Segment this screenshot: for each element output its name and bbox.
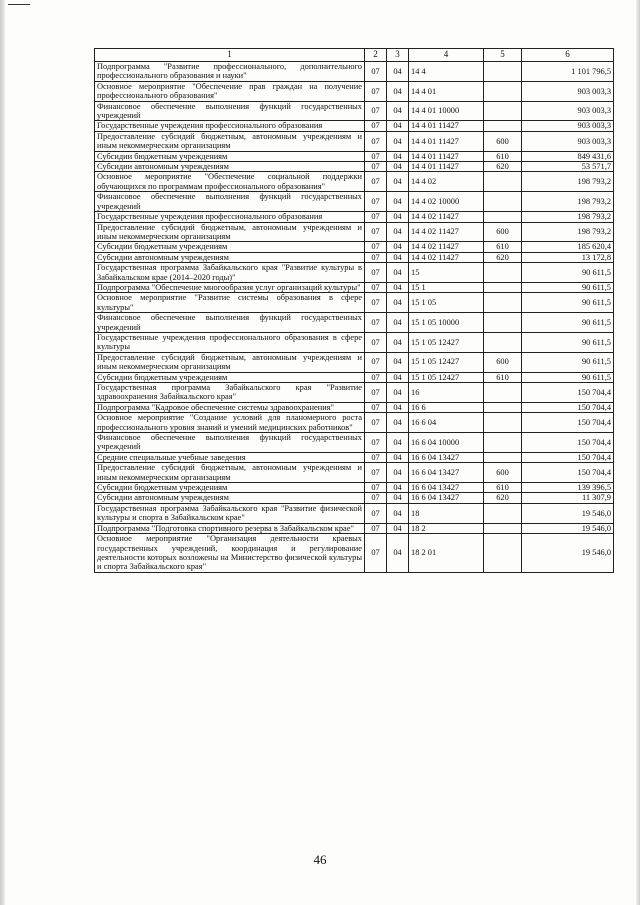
- row-target-code-cell: 16 6 04 13427: [409, 493, 484, 503]
- row-name-cell: Предоставление субсидий бюджетным, автономным учреждениям и иным некоммерческим организациям: [95, 222, 365, 242]
- row-section-cell: 07: [365, 131, 387, 151]
- row-target-code-cell: 16: [409, 383, 484, 403]
- row-target-code-cell: 14 4 02 11427: [409, 222, 484, 242]
- table-row: [95, 212, 614, 222]
- row-expense-type-cell: 610: [484, 151, 522, 161]
- table-row: [95, 433, 614, 453]
- row-name-cell: Основное мероприятие "Обеспечение прав граждан на получение профессионального образования": [95, 81, 365, 101]
- row-expense-type-cell: 610: [484, 372, 522, 382]
- row-subsection-cell: 04: [387, 293, 409, 313]
- row-amount-cell: 150 704,4: [522, 463, 614, 483]
- row-name-cell: Подпрограмма "Подготовка спортивного резерва в Забайкальском крае": [95, 523, 365, 533]
- table-row: [95, 282, 614, 292]
- header-cell-2: 2: [365, 49, 387, 62]
- row-subsection-cell: 04: [387, 172, 409, 192]
- row-section-cell: 07: [365, 172, 387, 192]
- table-row: [95, 483, 614, 493]
- row-expense-type-cell: [484, 413, 522, 433]
- table-row: [95, 402, 614, 412]
- row-expense-type-cell: [484, 172, 522, 192]
- top-rule: [8, 4, 30, 5]
- table-row: [95, 463, 614, 483]
- table-row: [95, 162, 614, 172]
- row-name-cell: Государственная программа Забайкальского края "Развитие здравоохранения Забайкальского края": [95, 383, 365, 403]
- row-name-cell: Субсидии автономным учреждениям: [95, 493, 365, 503]
- header-cell-6: 6: [522, 49, 614, 62]
- row-amount-cell: 13 172,8: [522, 252, 614, 262]
- row-name-cell: Основное мероприятие "Обеспечение социальной поддержки обучающихся по программам профессионального образования": [95, 172, 365, 192]
- row-target-code-cell: 14 4 02 11427: [409, 252, 484, 262]
- row-section-cell: 07: [365, 151, 387, 161]
- table-body: [95, 62, 614, 573]
- row-name-cell: Основное мероприятие "Организация деятельности краевых государственных учреждений, координация и регулирование деятельности которых возложены на Министерство физической культуры и спорта Забайкальского края": [95, 534, 365, 573]
- budget-table: [94, 48, 614, 573]
- row-section-cell: 07: [365, 452, 387, 462]
- row-expense-type-cell: [484, 433, 522, 453]
- row-target-code-cell: 14 4: [409, 62, 484, 82]
- row-amount-cell: 90 611,5: [522, 332, 614, 352]
- row-amount-cell: 198 793,2: [522, 222, 614, 242]
- row-amount-cell: 19 546,0: [522, 523, 614, 533]
- row-target-code-cell: 15 1 05 12427: [409, 372, 484, 382]
- row-target-code-cell: 14 4 01 11427: [409, 121, 484, 131]
- row-subsection-cell: 04: [387, 263, 409, 283]
- table-row: [95, 523, 614, 533]
- row-subsection-cell: 04: [387, 413, 409, 433]
- row-section-cell: 07: [365, 192, 387, 212]
- row-section-cell: 07: [365, 252, 387, 262]
- row-amount-cell: 90 611,5: [522, 372, 614, 382]
- row-target-code-cell: 16 6 04 13427: [409, 452, 484, 462]
- row-name-cell: Финансовое обеспечение выполнения функций государственных учреждений: [95, 433, 365, 453]
- row-target-code-cell: 16 6 04 13427: [409, 463, 484, 483]
- row-expense-type-cell: [484, 282, 522, 292]
- row-name-cell: Финансовое обеспечение выполнения функций государственных учреждений: [95, 313, 365, 333]
- row-subsection-cell: 04: [387, 433, 409, 453]
- row-section-cell: 07: [365, 101, 387, 121]
- row-name-cell: Государственные учреждения профессионального образования: [95, 121, 365, 131]
- row-name-cell: Субсидии бюджетным учреждениям: [95, 151, 365, 161]
- row-target-code-cell: 15 1: [409, 282, 484, 292]
- row-amount-cell: 90 611,5: [522, 282, 614, 292]
- row-subsection-cell: 04: [387, 101, 409, 121]
- row-section-cell: 07: [365, 242, 387, 252]
- table-row: [95, 413, 614, 433]
- row-section-cell: 07: [365, 503, 387, 523]
- row-target-code-cell: 14 4 02 10000: [409, 192, 484, 212]
- row-target-code-cell: 15 1 05 10000: [409, 313, 484, 333]
- row-target-code-cell: 14 4 01 11427: [409, 162, 484, 172]
- row-subsection-cell: 04: [387, 252, 409, 262]
- row-section-cell: 07: [365, 313, 387, 333]
- row-name-cell: Субсидии бюджетным учреждениям: [95, 483, 365, 493]
- row-section-cell: 07: [365, 222, 387, 242]
- row-name-cell: Основное мероприятие "Развитие системы образования в сфере культуры": [95, 293, 365, 313]
- row-subsection-cell: 04: [387, 242, 409, 252]
- row-target-code-cell: 15: [409, 263, 484, 283]
- row-name-cell: Субсидии бюджетным учреждениям: [95, 372, 365, 382]
- row-target-code-cell: 16 6: [409, 402, 484, 412]
- table-row: [95, 192, 614, 212]
- row-section-cell: 07: [365, 523, 387, 533]
- table-row: [95, 372, 614, 382]
- row-section-cell: 07: [365, 483, 387, 493]
- row-target-code-cell: 14 4 01 10000: [409, 101, 484, 121]
- table-row: [95, 293, 614, 313]
- row-section-cell: 07: [365, 352, 387, 372]
- row-section-cell: 07: [365, 212, 387, 222]
- row-name-cell: Подпрограмма "Развитие профессионального, дополнительного профессионального образования и науки": [95, 62, 365, 82]
- row-target-code-cell: 15 1 05 12427: [409, 332, 484, 352]
- row-subsection-cell: 04: [387, 383, 409, 403]
- row-amount-cell: 1 101 796,5: [522, 62, 614, 82]
- row-subsection-cell: 04: [387, 282, 409, 292]
- row-expense-type-cell: [484, 503, 522, 523]
- row-target-code-cell: 14 4 01: [409, 81, 484, 101]
- row-target-code-cell: 18 2 01: [409, 534, 484, 573]
- row-expense-type-cell: [484, 192, 522, 212]
- row-section-cell: 07: [365, 402, 387, 412]
- table-row: [95, 493, 614, 503]
- row-expense-type-cell: [484, 101, 522, 121]
- row-amount-cell: 849 431,6: [522, 151, 614, 161]
- row-expense-type-cell: [484, 383, 522, 403]
- table-row: [95, 101, 614, 121]
- row-subsection-cell: 04: [387, 162, 409, 172]
- row-target-code-cell: 14 4 01 11427: [409, 131, 484, 151]
- row-name-cell: Предоставление субсидий бюджетным, автономным учреждениям и иным некоммерческим организациям: [95, 352, 365, 372]
- table-row: [95, 313, 614, 333]
- row-expense-type-cell: [484, 332, 522, 352]
- row-expense-type-cell: [484, 534, 522, 573]
- row-name-cell: Субсидии бюджетным учреждениям: [95, 242, 365, 252]
- row-name-cell: Государственная программа Забайкальского края "Развитие культуры в Забайкальском крае (2014–2020 годы)": [95, 263, 365, 283]
- row-expense-type-cell: [484, 402, 522, 412]
- table-row: [95, 252, 614, 262]
- table-row: [95, 62, 614, 82]
- row-expense-type-cell: [484, 313, 522, 333]
- row-section-cell: 07: [365, 372, 387, 382]
- row-subsection-cell: 04: [387, 493, 409, 503]
- row-subsection-cell: 04: [387, 372, 409, 382]
- row-name-cell: Предоставление субсидий бюджетным, автономным учреждениям и иным некоммерческим организациям: [95, 463, 365, 483]
- row-subsection-cell: 04: [387, 151, 409, 161]
- header-cell-4: 4: [409, 49, 484, 62]
- scan-edge-left: [0, 0, 5, 905]
- row-expense-type-cell: [484, 293, 522, 313]
- row-amount-cell: 53 571,7: [522, 162, 614, 172]
- row-section-cell: 07: [365, 121, 387, 131]
- scan-edge-right: [636, 0, 640, 905]
- row-subsection-cell: 04: [387, 523, 409, 533]
- row-subsection-cell: 04: [387, 313, 409, 333]
- row-section-cell: 07: [365, 383, 387, 403]
- row-amount-cell: 903 003,3: [522, 121, 614, 131]
- row-subsection-cell: 04: [387, 352, 409, 372]
- table-row: [95, 503, 614, 523]
- row-expense-type-cell: [484, 81, 522, 101]
- row-expense-type-cell: 610: [484, 242, 522, 252]
- row-subsection-cell: 04: [387, 534, 409, 573]
- row-section-cell: 07: [365, 413, 387, 433]
- row-section-cell: 07: [365, 534, 387, 573]
- row-name-cell: Субсидии автономным учреждениям: [95, 252, 365, 262]
- row-amount-cell: 903 003,3: [522, 131, 614, 151]
- row-amount-cell: 90 611,5: [522, 313, 614, 333]
- header-cell-1: 1: [95, 49, 365, 62]
- row-section-cell: 07: [365, 493, 387, 503]
- row-target-code-cell: 16 6 04 13427: [409, 483, 484, 493]
- table-row: [95, 172, 614, 192]
- row-amount-cell: 185 620,4: [522, 242, 614, 252]
- header-cell-3: 3: [387, 49, 409, 62]
- row-name-cell: Средние специальные учебные заведения: [95, 452, 365, 462]
- row-subsection-cell: 04: [387, 121, 409, 131]
- row-subsection-cell: 04: [387, 62, 409, 82]
- row-expense-type-cell: 600: [484, 131, 522, 151]
- row-expense-type-cell: [484, 523, 522, 533]
- row-subsection-cell: 04: [387, 81, 409, 101]
- row-subsection-cell: 04: [387, 212, 409, 222]
- row-amount-cell: 150 704,4: [522, 413, 614, 433]
- row-expense-type-cell: 600: [484, 222, 522, 242]
- table-row: [95, 452, 614, 462]
- row-amount-cell: 90 611,5: [522, 352, 614, 372]
- row-subsection-cell: 04: [387, 402, 409, 412]
- row-expense-type-cell: [484, 452, 522, 462]
- row-target-code-cell: 14 4 02 11427: [409, 242, 484, 252]
- table-row: [95, 383, 614, 403]
- table-row: [95, 534, 614, 573]
- header-cell-5: 5: [484, 49, 522, 62]
- row-section-cell: 07: [365, 81, 387, 101]
- row-amount-cell: 90 611,5: [522, 263, 614, 283]
- row-name-cell: Основное мероприятие "Создание условий для планомерного роста профессионального уровня знаний и умений медицинских работников": [95, 413, 365, 433]
- table-row: [95, 151, 614, 161]
- row-subsection-cell: 04: [387, 131, 409, 151]
- row-section-cell: 07: [365, 293, 387, 313]
- row-expense-type-cell: [484, 263, 522, 283]
- row-subsection-cell: 04: [387, 503, 409, 523]
- row-amount-cell: 150 704,4: [522, 402, 614, 412]
- page-number: 46: [313, 852, 327, 867]
- row-name-cell: Подпрограмма "Обеспечение многообразия услуг организаций культуры": [95, 282, 365, 292]
- row-subsection-cell: 04: [387, 192, 409, 212]
- row-amount-cell: 198 793,2: [522, 212, 614, 222]
- row-section-cell: 07: [365, 62, 387, 82]
- row-expense-type-cell: 620: [484, 493, 522, 503]
- row-section-cell: 07: [365, 332, 387, 352]
- row-target-code-cell: 18: [409, 503, 484, 523]
- row-expense-type-cell: 600: [484, 352, 522, 372]
- table-row: [95, 81, 614, 101]
- row-amount-cell: 903 003,3: [522, 81, 614, 101]
- row-target-code-cell: 15 1 05: [409, 293, 484, 313]
- row-name-cell: Финансовое обеспечение выполнения функций государственных учреждений: [95, 101, 365, 121]
- row-amount-cell: 150 704,4: [522, 433, 614, 453]
- row-name-cell: Предоставление субсидий бюджетным, автономным учреждениям и иным некоммерческим организациям: [95, 131, 365, 151]
- table-row: [95, 242, 614, 252]
- row-section-cell: 07: [365, 433, 387, 453]
- row-amount-cell: 90 611,5: [522, 293, 614, 313]
- row-amount-cell: 150 704,4: [522, 383, 614, 403]
- row-amount-cell: 198 793,2: [522, 172, 614, 192]
- row-section-cell: 07: [365, 263, 387, 283]
- row-subsection-cell: 04: [387, 463, 409, 483]
- row-target-code-cell: 14 4 02: [409, 172, 484, 192]
- row-name-cell: Государственные учреждения профессионального образования: [95, 212, 365, 222]
- row-name-cell: Подпрограмма "Кадровое обеспечение системы здравоохранения": [95, 402, 365, 412]
- row-target-code-cell: 18 2: [409, 523, 484, 533]
- row-section-cell: 07: [365, 282, 387, 292]
- row-subsection-cell: 04: [387, 483, 409, 493]
- row-expense-type-cell: [484, 121, 522, 131]
- row-expense-type-cell: 620: [484, 162, 522, 172]
- row-amount-cell: 150 704,4: [522, 452, 614, 462]
- row-section-cell: 07: [365, 463, 387, 483]
- row-name-cell: Финансовое обеспечение выполнения функций государственных учреждений: [95, 192, 365, 212]
- table-row: [95, 263, 614, 283]
- row-expense-type-cell: [484, 212, 522, 222]
- row-expense-type-cell: 610: [484, 483, 522, 493]
- table-row: [95, 352, 614, 372]
- table-row: [95, 131, 614, 151]
- row-name-cell: Государственные учреждения профессионального образования в сфере культуры: [95, 332, 365, 352]
- row-name-cell: Субсидии автономным учреждениям: [95, 162, 365, 172]
- table-row: [95, 332, 614, 352]
- table-row: [95, 121, 614, 131]
- row-target-code-cell: 14 4 01 11427: [409, 151, 484, 161]
- header-row: [95, 49, 614, 62]
- row-section-cell: 07: [365, 162, 387, 172]
- row-expense-type-cell: [484, 62, 522, 82]
- row-target-code-cell: 15 1 05 12427: [409, 352, 484, 372]
- row-expense-type-cell: 620: [484, 252, 522, 262]
- row-name-cell: Государственная программа Забайкальского края "Развитие физической культуры и спорта в Забайкальском крае": [95, 503, 365, 523]
- row-subsection-cell: 04: [387, 332, 409, 352]
- table-row: [95, 222, 614, 242]
- row-amount-cell: 139 396,5: [522, 483, 614, 493]
- row-target-code-cell: 16 6 04 10000: [409, 433, 484, 453]
- row-target-code-cell: 16 6 04: [409, 413, 484, 433]
- row-amount-cell: 903 003,3: [522, 101, 614, 121]
- row-subsection-cell: 04: [387, 222, 409, 242]
- row-subsection-cell: 04: [387, 452, 409, 462]
- row-expense-type-cell: 600: [484, 463, 522, 483]
- row-amount-cell: 19 546,0: [522, 534, 614, 573]
- row-target-code-cell: 14 4 02 11427: [409, 212, 484, 222]
- row-amount-cell: 11 307,9: [522, 493, 614, 503]
- row-amount-cell: 19 546,0: [522, 503, 614, 523]
- row-amount-cell: 198 793,2: [522, 192, 614, 212]
